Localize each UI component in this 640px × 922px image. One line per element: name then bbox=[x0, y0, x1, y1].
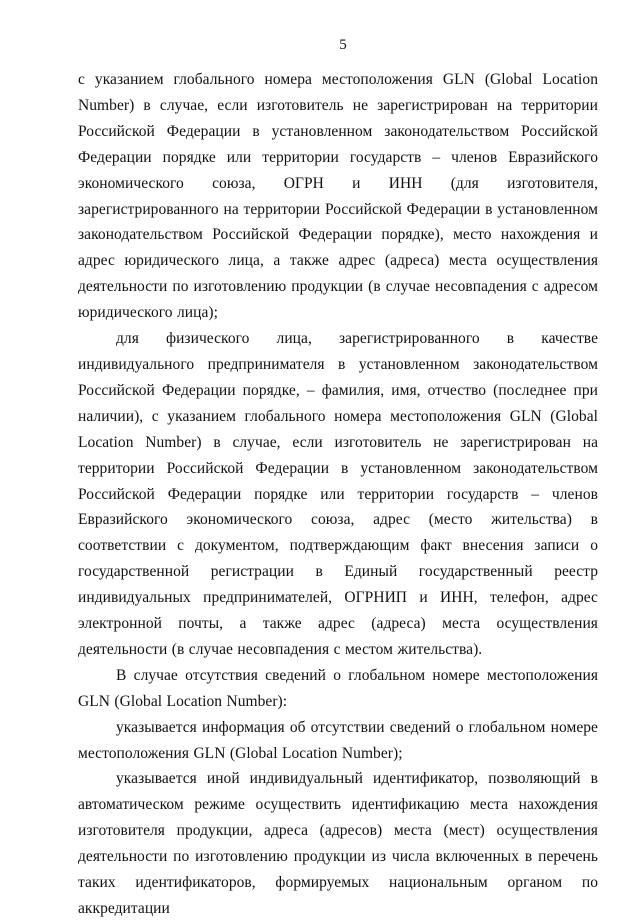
paragraph-gln-absence-info: указывается информация об отсутствии сведений о глобальном номере местоположения GLN (Global Location Number); bbox=[78, 718, 598, 762]
paragraph-gln-absence-heading: В случае отсутствия сведений о глобальном номере местоположения GLN (Global Location Number): bbox=[78, 666, 598, 710]
paragraph-other-identifier: указывается иной индивидуальный идентификатор, позволяющий в автоматическом режиме осуществить идентификацию места нахождения изготовителя продукции, адреса (адресов) места (мест) осуществления деятельности по изготовлению продукции из числа включенных в перечень таких идентификаторов, формируемых национальным органом по аккредитации bbox=[78, 770, 598, 917]
paragraph-legal-entity-continuation: с указанием глобального номера местоположения GLN (Global Location Number) в случае, если изготовитель не зарегистрирован на территории Российской Федерации в установленном законодательством Российской Федерации порядке или территории государств – членов Евразийского экономического союза, ОГРН и ИНН (для изготовителя, зарегистрированного на территории Российской Федерации в установленном законодательством Российской Федерации порядке), место нахождения и адрес юридического лица, а также адрес (адреса) места осуществления деятельности по изготовлению продукции (в случае несовпадения с адресом юридического лица); bbox=[78, 71, 598, 322]
paragraph-individual-entrepreneur: для физического лица, зарегистрированного в качестве индивидуального предпринимателя в установленном законодательством Российской Федерации порядке, – фамилия, имя, отчество (последнее при наличии), с указанием глобального номера местоположения GLN (Global Location Number) в случае, если изготовитель не зарегистрирован на территории Российской Федерации в установленном законодательством Российской Федерации порядке или территории государств – членов Евразийского экономического союза, адрес (место жительства) в соответствии с документом, подтверждающим факт внесения записи о государственной регистрации в Единый государственный реестр индивидуальных предпринимателей, ОГРНИП и ИНН, телефон, адрес электронной почты, а также адрес (адреса) места осуществления деятельности (в случае несовпадения с местом жительства). bbox=[78, 330, 598, 658]
page-number: 5 bbox=[339, 37, 347, 53]
